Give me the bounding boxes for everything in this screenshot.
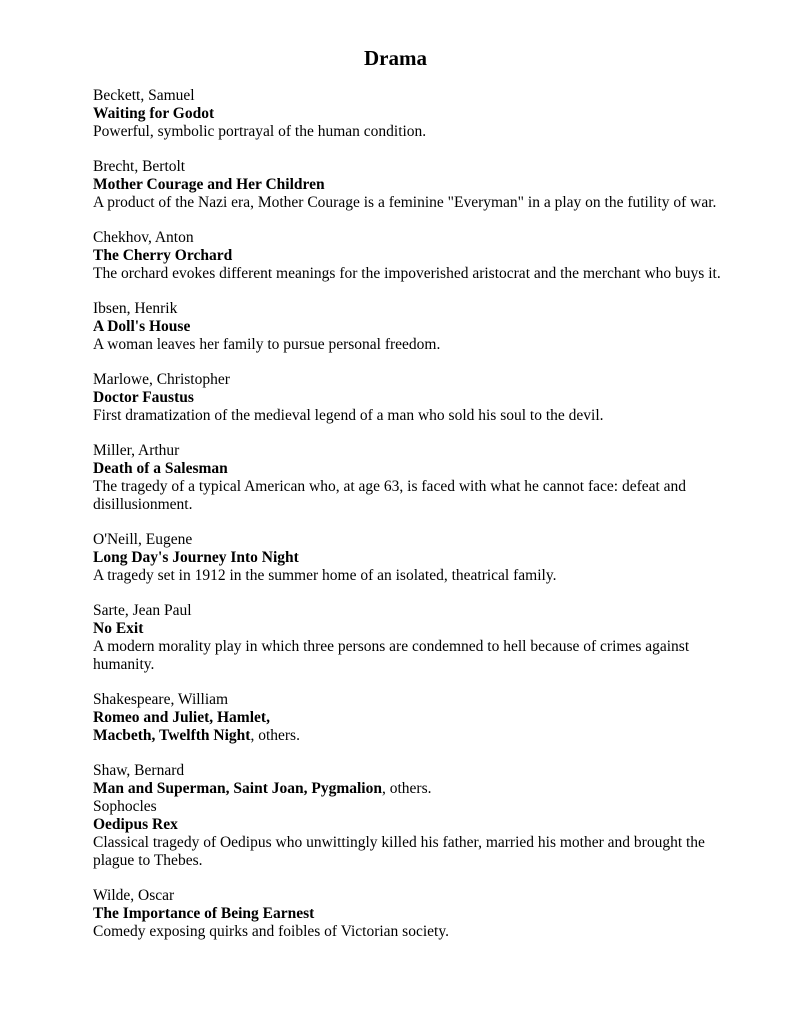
- work-description: First dramatization of the medieval legend of a man who sold his soul to the devil.: [93, 407, 604, 424]
- work-description: Classical tragedy of Oedipus who unwittingly killed his father, married his mother and brought the plague to Thebes.: [93, 834, 705, 869]
- work-description: The orchard evokes different meanings for the impoverished aristocrat and the merchant who buys it.: [93, 265, 721, 282]
- author-name: Brecht, Bertolt: [93, 158, 186, 175]
- work-title: Death of a Salesman: [93, 460, 228, 477]
- work-description: A tragedy set in 1912 in the summer home of an isolated, theatrical family.: [93, 567, 557, 584]
- author-name: Wilde, Oscar: [93, 887, 175, 904]
- author-name: Beckett, Samuel: [93, 87, 195, 104]
- work-description: Comedy exposing quirks and foibles of Victorian society.: [93, 923, 449, 940]
- list-item: [93, 602, 733, 674]
- work-title: Waiting for Godot: [93, 105, 215, 122]
- work-description: The tragedy of a typical American who, at age 63, is faced with what he cannot face: defeat and disillusionment.: [93, 478, 687, 513]
- work-title: Romeo and Juliet, Hamlet,: [93, 709, 270, 726]
- work-title: A Doll's House: [93, 318, 191, 335]
- list-item: [93, 229, 733, 283]
- work-title: The Importance of Being Earnest: [93, 905, 315, 922]
- work-title-line: [93, 780, 733, 798]
- author-name: Sarte, Jean Paul: [93, 602, 192, 619]
- list-item: [93, 531, 733, 585]
- work-description: A modern morality play in which three persons are condemned to hell because of crimes against humanity.: [93, 638, 690, 673]
- work-title: Oedipus Rex: [93, 816, 178, 833]
- work-title: No Exit: [93, 620, 144, 637]
- work-title: The Cherry Orchard: [93, 247, 233, 264]
- author-name: Ibsen, Henrik: [93, 300, 178, 317]
- author-name: Shaw, Bernard: [93, 762, 185, 779]
- list-item: [93, 371, 733, 425]
- work-title-line: [93, 727, 733, 745]
- list-item: [93, 442, 733, 514]
- page-title: Drama: [364, 46, 427, 70]
- author-name: Sophocles: [93, 798, 157, 815]
- work-title: Man and Superman, Saint Joan, Pygmalion: [93, 780, 382, 797]
- work-suffix: , others.: [250, 727, 300, 744]
- work-description: Powerful, symbolic portrayal of the human condition.: [93, 123, 427, 140]
- author-name: Marlowe, Christopher: [93, 371, 230, 388]
- list-item: [93, 762, 733, 798]
- author-name: Miller, Arthur: [93, 442, 180, 459]
- author-name: O'Neill, Eugene: [93, 531, 193, 548]
- list-item: [93, 691, 733, 745]
- list-item: [93, 887, 733, 941]
- work-title: Macbeth, Twelfth Night: [93, 727, 251, 744]
- drama-list: [93, 87, 733, 958]
- work-title: Mother Courage and Her Children: [93, 176, 325, 193]
- author-name: Chekhov, Anton: [93, 229, 194, 246]
- work-title: Doctor Faustus: [93, 389, 194, 406]
- list-item: [93, 300, 733, 354]
- author-name: Shakespeare, William: [93, 691, 229, 708]
- list-item: [93, 798, 733, 870]
- work-description: A product of the Nazi era, Mother Courage is a feminine "Everyman" in a play on the futility of war.: [93, 194, 717, 211]
- work-description: A woman leaves her family to pursue personal freedom.: [93, 336, 441, 353]
- work-title: Long Day's Journey Into Night: [93, 549, 299, 566]
- work-suffix: , others.: [381, 780, 432, 797]
- list-item: [93, 158, 733, 212]
- list-item: [93, 87, 733, 141]
